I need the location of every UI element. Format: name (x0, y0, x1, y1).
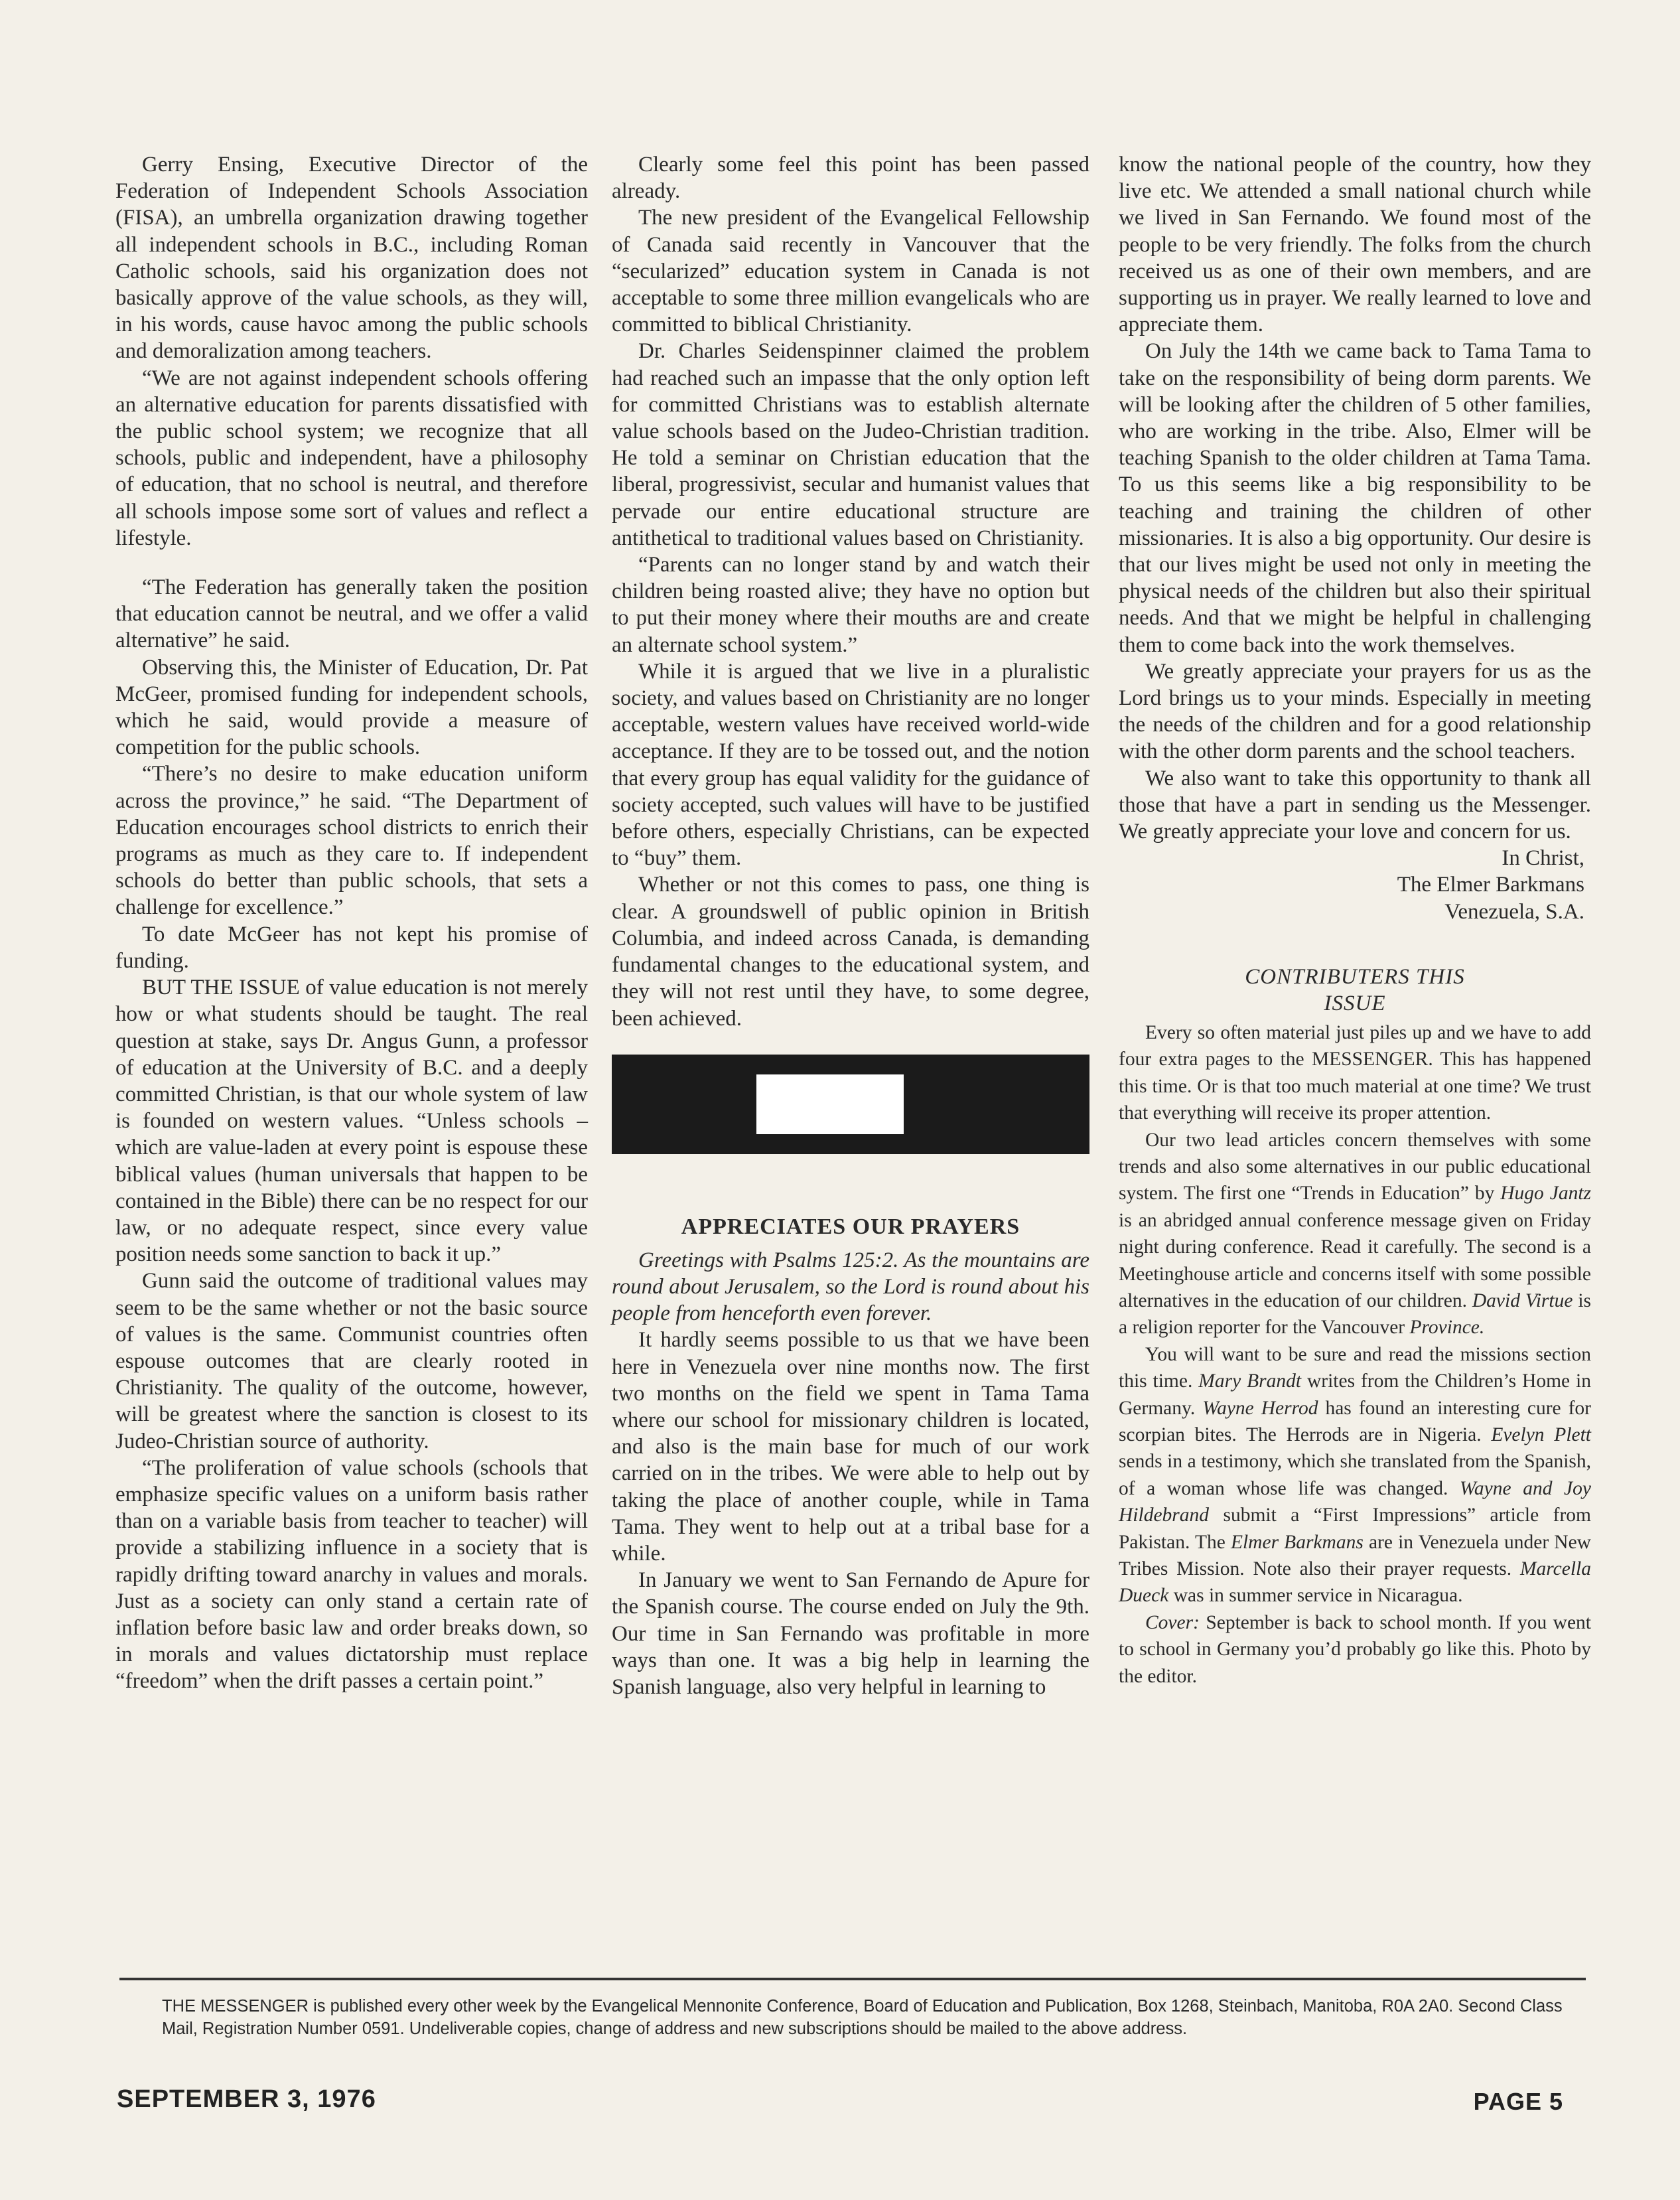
text-run: submit a “First Impressions” article from Pakistan. The (1119, 1504, 1591, 1553)
contributor-name: Wayne Herrod (1202, 1397, 1318, 1419)
column-2 (612, 151, 1089, 1700)
article-paragraph: “There’s no desire to make education uniform across the province,” he said. “The Department of Education encourages school districts to enrich their programs as much as they care to. If independent schools do better than public schools, that sets a challenge for excellence.” (115, 762, 588, 920)
article-paragraph: It hardly seems possible to us that we have been here in Venezuela over nine months now. The first two months on the field we spent in Tama Tama where our school for missionary children is located, and also is the main base for much of our work carried on in the tribes. We were able to help out by taking the place of another couple, while in Tama Tama. They went to help out at a tribal base for a while. (612, 1328, 1089, 1566)
article-paragraph: “The Federation has generally taken the position that education cannot be neutral, and we offer a valid alternative” he said. (115, 575, 588, 653)
contributor-name: David Virtue (1472, 1289, 1573, 1311)
contributor-name: Mary Brandt (1198, 1370, 1302, 1392)
article-paragraph: On July the 14th we came back to Tama Tama to take on the responsibility of being dorm parents. We will be looking after the children of 5 other families, who are working in the tribe. Also, Elmer will be teaching Spanish to the older children at Tama Tama. To us this seems like a big responsibility to be teaching and training the children of other missionaries. It is also a big opportunity. Our desire is that our lives might be used not only in meeting the physical needs of the children but also their spiritual needs. And that we might be helpful in challenging them to come back into the work themselves. (1119, 339, 1591, 657)
article-paragraph: The new president of the Evangelical Fellowship of Canada said recently in Vancouver that the “secularized” education system in Canada is not acceptable to some three million evangelicals who are committed to biblical Christianity. (612, 206, 1089, 337)
article-paragraph: We greatly appreciate your prayers for us as the Lord brings us to your minds. Especially in meeting the needs of the children and for a good relationship with the other dorm parents and the school teachers. (1119, 659, 1591, 764)
text-run: is a religion reporter for the Vancouver (1119, 1289, 1592, 1339)
section-heading: APPRECIATES OUR PRAYERS (681, 1214, 1020, 1239)
article-paragraph: We also want to take this opportunity to thank all those that have a part in sending us the Messenger. We greatly appreciate your love and concern for us. (1119, 766, 1591, 844)
contributor-name: Elmer Barkmans (1230, 1531, 1364, 1553)
article-paragraph: In January we went to San Fernando de Apure for the Spanish course. The course ended on July the 9th. Our time in San Fernando was profitable in more ways than one. It was a big help in learning the Spanish language, also very helpful in learning to (612, 1568, 1089, 1699)
contributors-heading (1119, 964, 1591, 1017)
contributors-heading-line: ISSUE (1324, 991, 1386, 1015)
text-run: was in summer service in Nicaragua. (1168, 1585, 1463, 1607)
text-run: are in Venezuela under New Tribes Mission. Note also their prayer requests. (1119, 1531, 1591, 1580)
column-1 (115, 151, 588, 1695)
contributors-paragraph (1119, 1127, 1591, 1341)
article-paragraph: BUT THE ISSUE of value education is not merely how or what students should be taught. The real question at stake, says Dr. Angus Gunn, a professor of education at the University of B.C. and a deeply committed Christian, is that our whole system of law is founded on western values. “Unless schools – which are value-laden at every point is espouse these biblical values (human universals that happen to be contained in the Bible) there can be no respect for our law, or no adequate respect, since every value position needs some sanction to back it up.” (115, 976, 588, 1267)
text-run: Our two lead articles concern themselves with some trends and also some alternatives in our public educational system. The first one “Trends in Education” by (1119, 1129, 1591, 1205)
text-run: September is back to school month. If you went to school in Germany you’d probably go like this. Photo by the editor. (1119, 1611, 1591, 1687)
contributor-name: Marcella Dueck (1119, 1558, 1591, 1607)
text-run: sends in a testimony, which she translated from the Spanish, of a woman whose life was changed. (1119, 1451, 1591, 1499)
article-paragraph: Clearly some feel this point has been passed already. (612, 153, 1089, 204)
article-paragraph: “We are not against independent schools offering an alternative education for parents dissatisfied with the public school system; we recognize that all schools, public and independent, have a philosophy of education, that no school is neutral, and therefore all schools impose some sort of values and reflect a lifestyle. (115, 366, 588, 550)
article-paragraph: “The proliferation of value schools (schools that emphasize specific values on a uniform basis rather than on a variable basis from teacher to teacher) will provide a stabilizing influence in a society that is rapidly drifting toward anarchy in values and morals. Just as a society can only stand a certain rate of inflation before basic law and order breaks down, so in morals and values dictatorship must replace “freedom” when the drift passes a certain point.” (115, 1455, 588, 1694)
article-paragraph: Observing this, the Minister of Education, Dr. Pat McGeer, promised funding for independent schools, which he said, would provide a measure of competition for the public schools. (115, 655, 588, 760)
text-run: has found an interesting cure for scorpian bites. The Herrods are in Nigeria. (1119, 1397, 1591, 1445)
text-run: You will want to be sure and read the missions section this time. (1119, 1343, 1591, 1392)
article-paragraph: While it is argued that we live in a pluralistic society, and values based on Christianity are no longer acceptable, western values have received world-wide acceptance. If they are to be tossed out, and the notion that every group has equal validity for the guidance of society accepted, such values will have to be justified before others, especially Christians, can be expected to “buy” them. (612, 659, 1089, 871)
contributors-section (1119, 1019, 1591, 1690)
contributors-paragraph (1119, 1341, 1591, 1609)
signature-line: In Christ, (1502, 846, 1584, 871)
publication-name: Province. (1409, 1317, 1485, 1339)
article-paragraph: Gunn said the outcome of traditional values may seem to be the same whether or not the basic source of values is the same. Communist countries often espouse outcomes that are clearly rooted in Christianity. The quality of the outcome, however, will be greatest where the sanction is closest to its Judeo-Christian source of authority. (115, 1269, 588, 1453)
article-paragraph: Gerry Ensing, Executive Director of the Federation of Independent Schools Association (FISA), an umbrella organization drawing together all independent schools in B.C., including Roman Catholic schools, said his organization does not basically approve of the value schools, as they will, in his words, cause havoc among the public schools and demoralization among teachers. (115, 153, 588, 364)
contributor-name: Evelyn Plett (1491, 1424, 1591, 1445)
signature-line: Venezuela, S.A. (1444, 899, 1584, 924)
page-number: PAGE 5 (1473, 2088, 1563, 2115)
signature-line: The Elmer Barkmans (1397, 873, 1584, 897)
greeting-paragraph: Greetings with Psalms 125:2. As the mountains are round about Jerusalem, so the Lord is round about his people from henceforth even forever. (612, 1248, 1089, 1326)
contributors-heading-line: CONTRIBUTERS THIS (1245, 964, 1465, 989)
article-paragraph: To date McGeer has not kept his promise of funding. (115, 922, 588, 973)
text-run: writes from the Children’s Home in Germany. (1119, 1370, 1591, 1419)
banner-blank-box (756, 1074, 904, 1134)
contributor-name: Hugo Jantz (1500, 1183, 1591, 1205)
column-3 (1119, 151, 1591, 1690)
cover-label: Cover: (1145, 1611, 1200, 1633)
article-paragraph: “Parents can no longer stand by and watch their children being roasted alive; they have no option but to put their money where their mouths are and create an alternate school system.” (612, 553, 1089, 657)
publication-note (119, 1995, 1566, 2040)
footer-divider (119, 1978, 1586, 1980)
contributors-paragraph (1119, 1609, 1591, 1690)
issue-date: SEPTEMBER 3, 1976 (117, 2085, 376, 2113)
text-run: is an abridged annual conference message given on Friday night during conference. Read it carefully. The second is a Meetinghouse article and concerns itself with some possible alternatives in the education of our children. (1119, 1209, 1591, 1311)
publication-note-text: THE MESSENGER is published every other week by the Evangelical Mennonite Conference, Board of Education and Publication, Box 1268, Steinbach, Manitoba, R0A 2A0. Second Class Mail, Registration Number 0591. Undeliverable copies, change of address and new subscriptions should be mailed to the above address. (162, 1997, 1563, 2038)
article-paragraph: Dr. Charles Seidenspinner claimed the problem had reached such an impasse that the only option left for committed Christians was to establish alternate value schools based on the Judeo-Christian tradition. He told a seminar on Christian education that the liberal, progressivist, secular and humanist values that pervade our entire educational structure are antithetical to traditional values based on Christianity. (612, 339, 1089, 550)
section-banner (612, 1055, 1089, 1154)
contributor-name: Wayne and Joy Hildebrand (1119, 1477, 1591, 1526)
article-paragraph: Whether or not this comes to pass, one thing is clear. A groundswell of public opinion in British Columbia, and indeed across Canada, is demanding fundamental changes to the educational system, and they will not rest until they have, to some degree, been achieved. (612, 873, 1089, 1031)
contributors-paragraph: Every so often material just piles up and we have to add four extra pages to the MESSENGER. This has happened this time. Or is that too much material at one time? We trust that everything will receive its proper attention. (1119, 1021, 1591, 1124)
article-paragraph: know the national people of the country, how they live etc. We attended a small national church while we lived in San Fernando. We found most of the people to be very friendly. The folks from the church received us as one of their own members, and are supporting us in prayer. We really learned to love and appreciate them. (1119, 153, 1591, 337)
